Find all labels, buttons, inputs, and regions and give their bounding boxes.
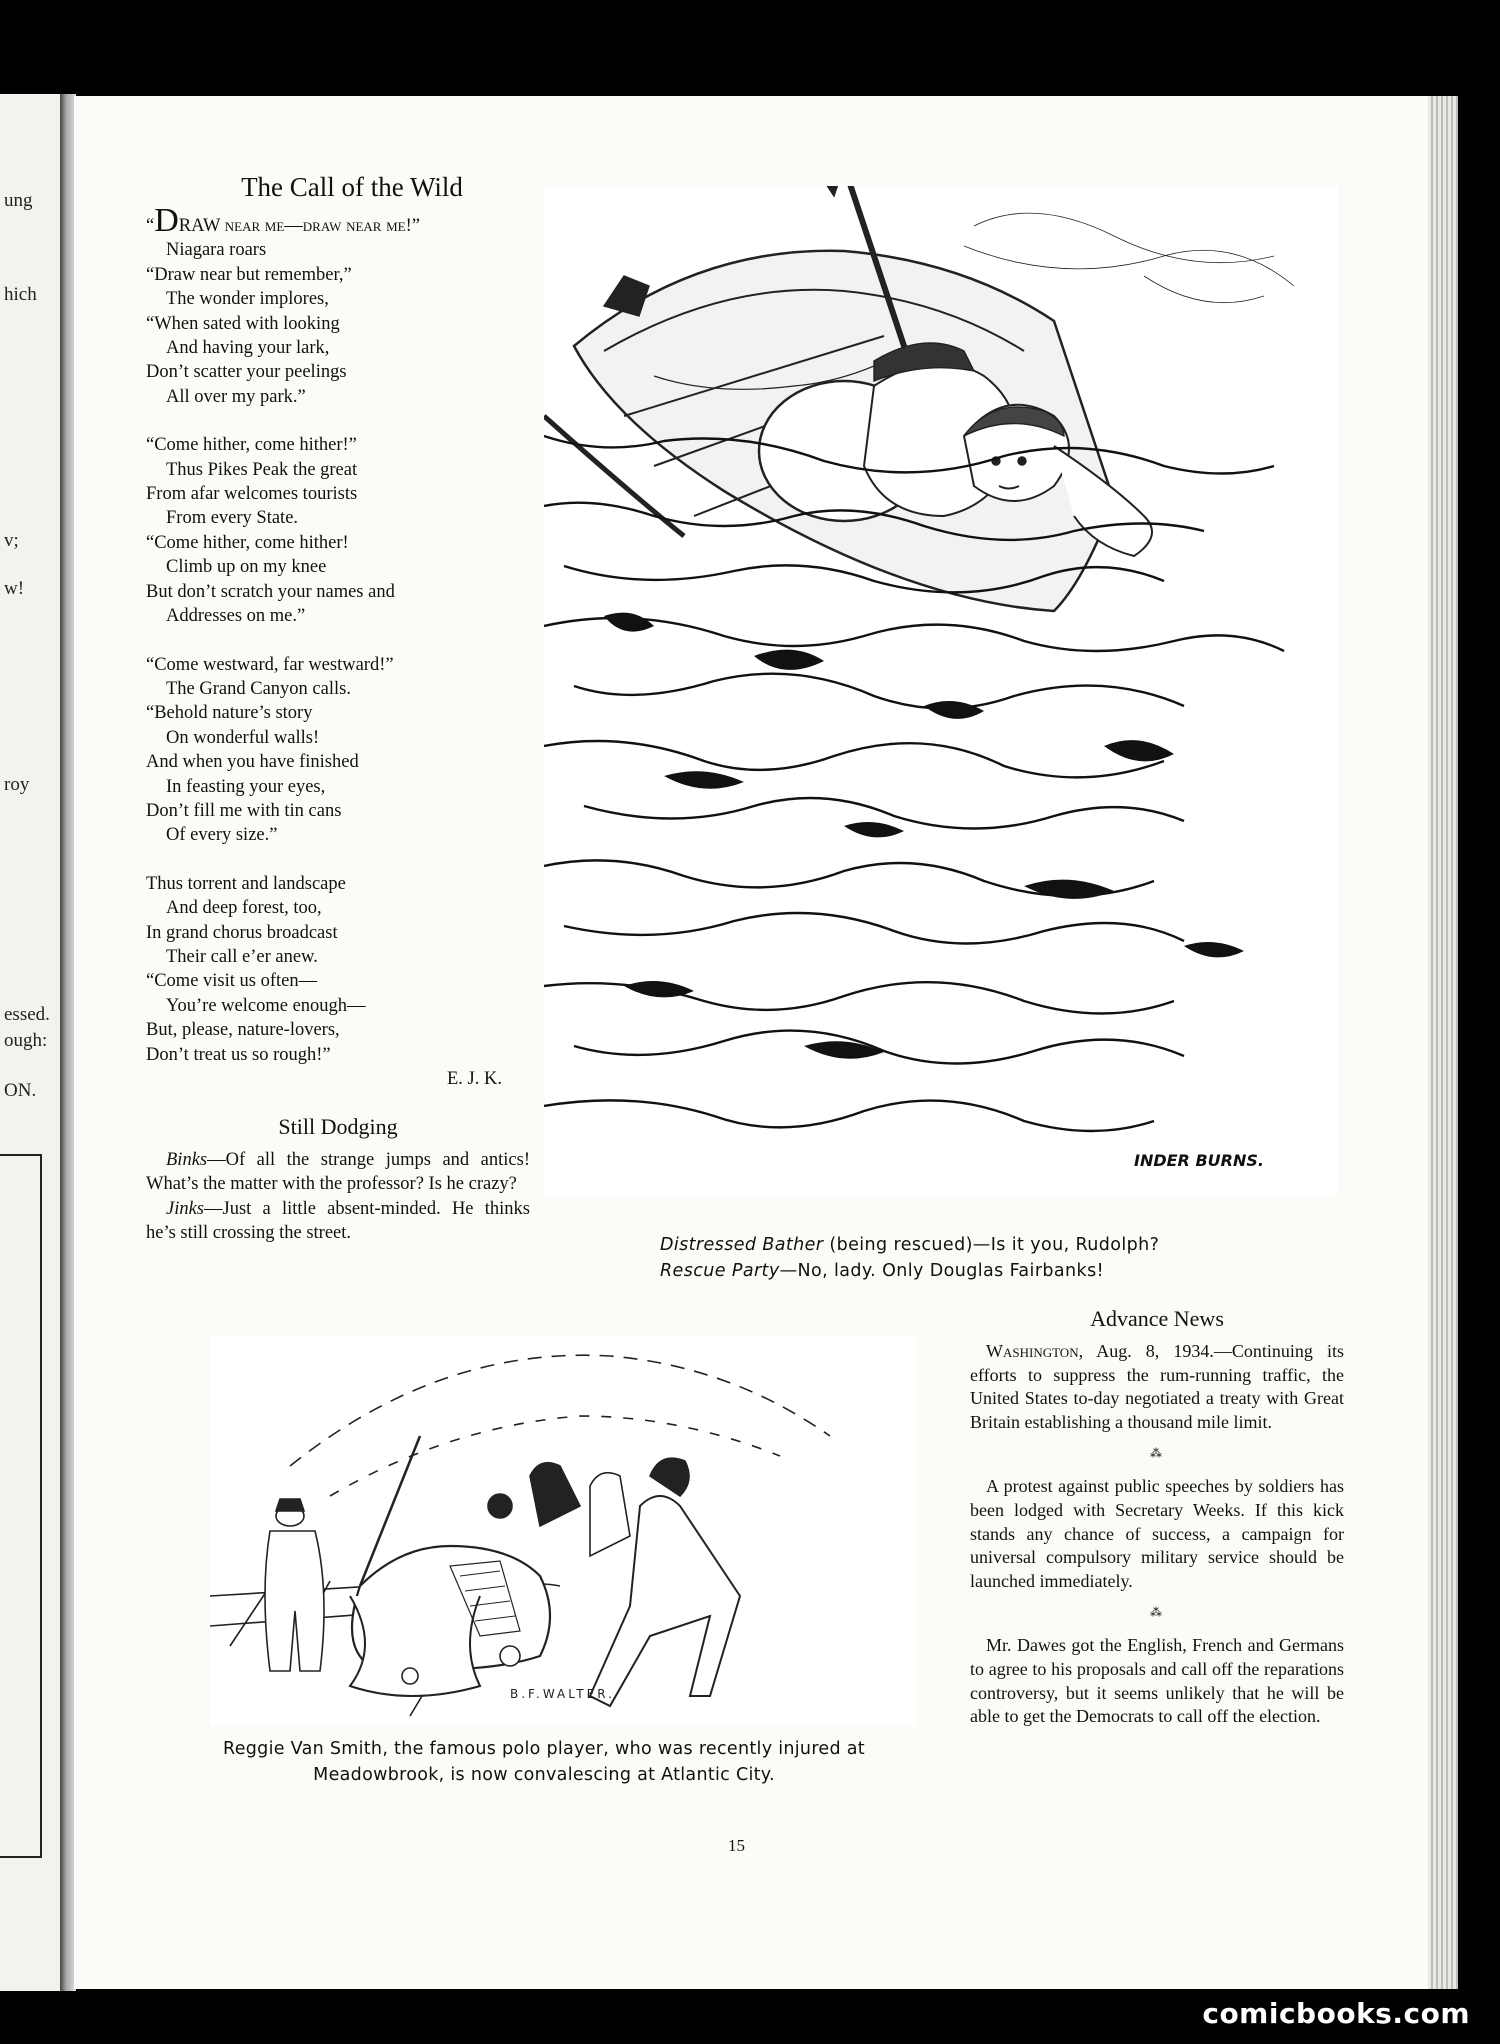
poem-line: Thus Pikes Peak the great <box>166 459 358 480</box>
facing-page-edge <box>0 94 66 1991</box>
facing-page-fragment: hich <box>4 284 37 305</box>
bather-cartoon <box>544 186 1338 1196</box>
stanza-break <box>146 848 530 872</box>
poem-line: Thus torrent and landscape <box>146 873 346 894</box>
advance-news-column <box>970 1306 1344 1729</box>
advance-news-body <box>970 1340 1344 1729</box>
still-dodging-title: Still Dodging <box>278 1114 398 1139</box>
poem-line: Don’t treat us so rough!” <box>146 1044 331 1065</box>
drop-cap: D <box>154 202 179 239</box>
poem-line: All over my park.” <box>166 386 306 407</box>
news-item-2: A protest against public speeches by soldiers has been lodged with Secretary Weeks. If this kick stands any chance of success, a campaign for universal compulsory military service should be launched immediately. <box>970 1476 1344 1591</box>
facing-page-illustration-frame <box>0 1154 42 1858</box>
polo-cartoon-caption: Reggie Van Smith, the famous polo player, who was recently injured at Meadowbrook, is now convalescing at Atlantic City. <box>223 1739 865 1785</box>
poem-line: Of every size.” <box>166 825 278 846</box>
stanza-break <box>146 409 530 433</box>
poem-line: Niagara roars <box>166 240 267 261</box>
facing-page-fragment: ON. <box>4 1080 37 1101</box>
poem-line: “Behold nature’s story <box>146 703 313 724</box>
poem-line: In grand chorus broadcast <box>146 922 338 943</box>
bather-caption-line-2: Rescue Party—No, lady. Only Douglas Fairbanks! <box>660 1261 1105 1281</box>
advance-news-title: Advance News <box>1090 1306 1224 1331</box>
poem-signature: E. J. K. <box>447 1069 502 1089</box>
poem-line: Their call e’er anew. <box>166 946 318 967</box>
polo-cartoon-drawing <box>210 1336 916 1726</box>
facing-page-fragment: ung <box>4 190 33 211</box>
poem-line: You’re welcome enough— <box>166 995 366 1016</box>
poem-line: The Grand Canyon calls. <box>166 678 351 699</box>
poem-line: But don’t scratch your names and <box>146 581 395 602</box>
facing-page-fragment: w! <box>4 578 25 599</box>
poem-line: And when you have finished <box>146 752 359 773</box>
watermark: comicbooks.com <box>1202 1997 1470 2030</box>
poem-line: “Come hither, come hither! <box>146 532 349 553</box>
poem-line: “Come visit us often— <box>146 971 318 992</box>
poem-line: Climb up on my knee <box>166 557 327 578</box>
poem-title: The Call of the Wild <box>241 172 463 202</box>
poem-line: From every State. <box>166 508 299 529</box>
poem-line: “Draw near but remember,” <box>146 264 352 285</box>
still-dodging-line-2: Jinks—Just a little absent-minded. He thinks he’s still crossing the street. <box>146 1198 530 1244</box>
bather-cartoon-caption <box>660 1232 1320 1284</box>
news-dateline: Washington <box>986 1341 1079 1361</box>
poem-line: And having your lark, <box>166 338 330 359</box>
poem-stanzas <box>146 238 530 1067</box>
still-dodging-line-1: Binks—Of all the strange jumps and antics! What’s the matter with the professor? Is he crazy? <box>146 1150 530 1195</box>
news-item-3: Mr. Dawes got the English, French and Germans to agree to his proposals and call off the reparations controversy, but it seems unlikely that he will be able to get the Democrats to call off the election. <box>970 1635 1344 1727</box>
still-dodging-body <box>146 1148 530 1246</box>
facing-page-fragment: ough: <box>4 1030 48 1051</box>
poem-line: And deep forest, too, <box>166 898 322 919</box>
facing-page-fragment: v; <box>4 530 19 551</box>
poem-line: But, please, nature-lovers, <box>146 1020 340 1041</box>
left-column <box>146 172 530 1246</box>
poem-first-line: “DRAW near me—draw near me!” <box>146 202 420 239</box>
page-stack-edge <box>1428 96 1458 1989</box>
polo-cartoon <box>210 1336 916 1726</box>
poem-line: Addresses on me.” <box>166 606 306 627</box>
news-separator: ⁂ <box>1150 1605 1164 1620</box>
poem-line: Don’t fill me with tin cans <box>146 800 342 821</box>
poem-line: “Come westward, far westward!” <box>146 654 394 675</box>
poem-body <box>146 202 530 1067</box>
poem-line: On wonderful walls! <box>166 727 320 748</box>
facing-page-fragment: roy <box>4 774 30 795</box>
news-separator: ⁂ <box>1150 1446 1164 1461</box>
poem-line: The wonder implores, <box>166 289 329 310</box>
news-item-1: Washington, Aug. 8, 1934.—Continuing its efforts to suppress the rum-running traffic, the United States to-day negotiated a treaty with Great Britain establishing a thousand mile limit. <box>970 1341 1344 1432</box>
polo-cartoon-signature: B.F.WALTER. <box>510 1687 615 1701</box>
bather-cartoon-drawing <box>544 186 1338 1196</box>
bather-cartoon-signature: INDER BURNS. <box>1134 1151 1264 1170</box>
poem-line: “When sated with looking <box>146 313 340 334</box>
bather-caption-line-1: Distressed Bather (being rescued)—Is it you, Rudolph? <box>660 1235 1160 1255</box>
stanza-break <box>146 629 530 653</box>
poem-line: Don’t scatter your peelings <box>146 362 347 383</box>
page-number: 15 <box>728 1836 745 1855</box>
poem-line: From afar welcomes tourists <box>146 484 358 505</box>
facing-page-fragment: essed. <box>4 1004 50 1025</box>
poem-line: In feasting your eyes, <box>166 776 326 797</box>
poem-line: “Come hither, come hither!” <box>146 435 357 456</box>
